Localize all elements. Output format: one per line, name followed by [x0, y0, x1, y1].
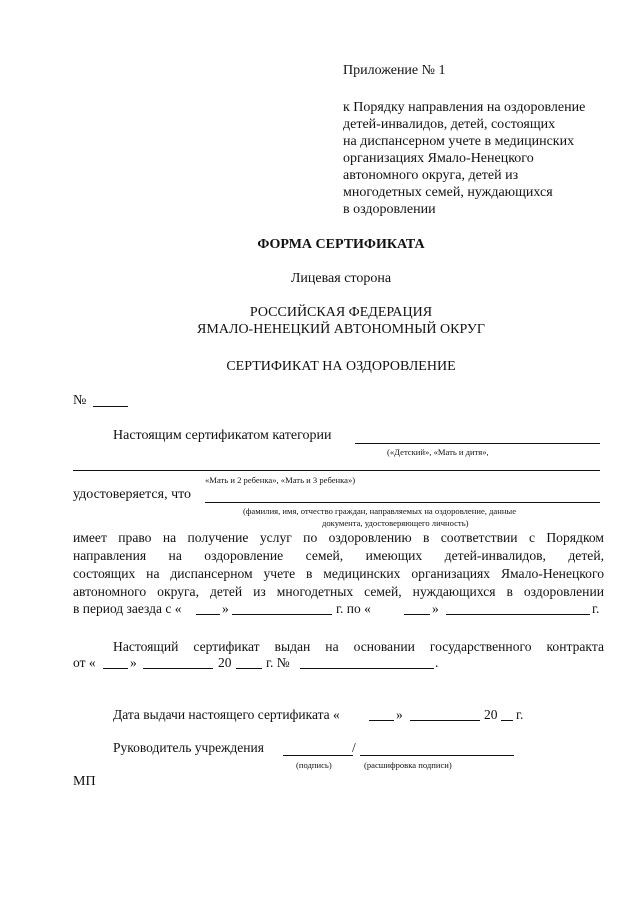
body-line: имеет право на получение услуг по оздоровлению в соответствии с Порядком: [73, 530, 604, 545]
contract-month-line[interactable]: [143, 668, 213, 669]
period-end-day-line[interactable]: [404, 614, 430, 615]
contract-day-line[interactable]: [103, 668, 128, 669]
appendix-line: организациях Ямало-Ненецкого: [343, 151, 534, 166]
body-line: состоящих на диспансерном учете в медицинских организациях Ямало-Ненецкого: [73, 566, 604, 581]
period-quote: »: [222, 601, 229, 616]
contract-number-line[interactable]: [300, 668, 434, 669]
issue-year-line[interactable]: [501, 720, 513, 721]
period-start-day-line[interactable]: [196, 614, 220, 615]
period-year-suffix: г.: [592, 601, 600, 616]
issue-year-suffix: г.: [516, 707, 524, 722]
category-label: Настоящим сертификатом категории: [113, 428, 332, 443]
signature-hint: (подпись): [296, 760, 332, 770]
category-hint: («Детский», «Мать и дитя»,: [387, 447, 489, 457]
issue-year-prefix: 20: [484, 707, 498, 722]
person-field-line[interactable]: [205, 502, 600, 503]
signature-decode-hint: (расшифровка подписи): [364, 760, 452, 770]
contract-end-dot: .: [435, 655, 439, 670]
signature-decode-line[interactable]: [360, 755, 514, 756]
contract-number-label: г. №: [266, 655, 290, 670]
person-hint: (фамилия, имя, отчество граждан, направляемых на оздоровление, данные: [243, 506, 517, 516]
issue-month-line[interactable]: [410, 720, 480, 721]
region-heading: ЯМАЛО-НЕНЕЦКИЙ АВТОНОМНЫЙ ОКРУГ: [197, 322, 485, 337]
issue-date-label: Дата выдачи настоящего сертификата «: [113, 707, 340, 722]
appendix-title: Приложение № 1: [343, 63, 446, 78]
country-heading: РОССИЙСКАЯ ФЕДЕРАЦИЯ: [249, 305, 433, 320]
contract-line: Настоящий сертификат выдан на основании государственного контракта: [113, 639, 604, 654]
body-line: направления на оздоровление семей, имеющих детей-инвалидов, детей,: [73, 548, 604, 563]
number-label: №: [73, 393, 87, 408]
certifies-label: удостоверяется, что: [73, 487, 192, 502]
contract-year-prefix: 20: [218, 655, 232, 670]
period-quote: »: [432, 601, 439, 616]
appendix-line: многодетных семей, нуждающихся: [343, 185, 553, 200]
appendix-line: автономного округа, детей из: [343, 168, 519, 183]
appendix-line: в оздоровлении: [343, 202, 436, 217]
contract-quote: »: [130, 655, 137, 670]
signature-slash: /: [352, 740, 356, 755]
category-field-line[interactable]: [355, 443, 600, 444]
person-hint: документа, удостоверяющего личность): [322, 518, 469, 528]
period-prefix: в период заезда с «: [73, 601, 182, 616]
stamp-place-label: МП: [73, 774, 96, 789]
contract-from-prefix: от «: [73, 655, 96, 670]
form-title: ФОРМА СЕРТИФИКАТА: [257, 237, 425, 252]
body-line: автономного округа, детей из многодетных семей, нуждающихся в оздоровлении: [73, 584, 604, 599]
certificate-title: СЕРТИФИКАТ НА ОЗДОРОВЛЕНИЕ: [226, 359, 456, 374]
category-field-line-2[interactable]: [73, 470, 600, 471]
issue-quote: »: [396, 707, 403, 722]
issue-day-line[interactable]: [369, 720, 394, 721]
side-label: Лицевая сторона: [290, 271, 392, 286]
signature-line[interactable]: [283, 755, 353, 756]
period-start-month-line[interactable]: [232, 614, 332, 615]
number-field-line[interactable]: [93, 406, 128, 407]
appendix-line: к Порядку направления на оздоровление: [343, 100, 586, 115]
period-end-month-line[interactable]: [446, 614, 590, 615]
head-label: Руководитель учреждения: [113, 740, 264, 755]
category-hint: «Мать и 2 ребенка», «Мать и 3 ребенка»): [205, 475, 356, 485]
appendix-line: детей-инвалидов, детей, состоящих: [343, 117, 556, 132]
contract-year-line[interactable]: [236, 668, 262, 669]
appendix-line: на диспансерном учете в медицинских: [343, 134, 575, 149]
period-to-label: г. по «: [336, 601, 371, 616]
